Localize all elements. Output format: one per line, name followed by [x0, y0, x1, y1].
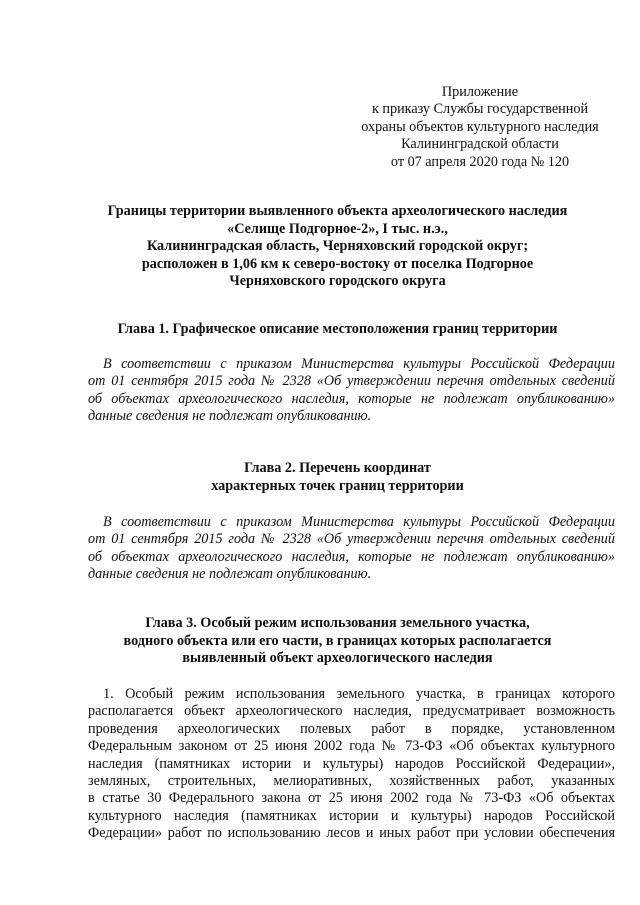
- paragraph-line: 1. Особый режим использования земельного участка, в границах которого: [103, 686, 615, 702]
- appendix-line: Калининградской области: [401, 136, 559, 153]
- paragraph-line: В соответствии с приказом Министерства культуры Российской Федерации: [103, 514, 615, 530]
- paragraph-line: культурного наследия (памятниках истории и культуры) народов Российской: [88, 807, 615, 824]
- title-line: расположен в 1,06 км к северо-востоку от поселка Подгорное: [141, 255, 534, 272]
- title-line: Черняховского городского округа: [229, 273, 446, 290]
- heading-line: водного объекта или его части, в границах которых располагается: [123, 632, 552, 649]
- chapter2-paragraph: [88, 514, 615, 584]
- paragraph-line: располагается объект археологического наследия, предусматривает возможность: [88, 703, 615, 720]
- chapter1-paragraph: [88, 356, 615, 426]
- heading-line: Глава 3. Особый режим использования земельного участка,: [145, 615, 530, 631]
- appendix-line: к приказу Службы государственной: [371, 101, 589, 118]
- paragraph-line: данные сведения не подлежат опубликованию.: [88, 566, 372, 583]
- chapter1-heading: [60, 321, 615, 339]
- chapter3-heading: [60, 615, 615, 668]
- chapter2-heading: [60, 460, 615, 495]
- appendix-line: от 07 апреля 2020 года № 120: [390, 153, 570, 170]
- paragraph-line: от 01 сентября 2015 года № 2328 «Об утверждении перечня отдельных сведений: [88, 531, 615, 548]
- paragraph-line: от 01 сентября 2015 года № 2328 «Об утверждении перечня отдельных сведений: [88, 373, 615, 390]
- title-line: «Селище Подгорное-2», I тыс. н.э.,: [227, 220, 448, 237]
- paragraph-line: Федерации» работ по использованию лесов и иных работ при условии обеспечения: [88, 825, 615, 842]
- heading-line: характерных точек границ территории: [211, 477, 464, 494]
- heading-line: Глава 2. Перечень координат: [244, 460, 431, 476]
- paragraph-line: об объектах археологического наследия, которые не подлежат опубликованию»: [88, 548, 615, 565]
- heading-line: Глава 1. Графическое описание местоположения границ территории: [117, 321, 558, 337]
- paragraph-line: об объектах археологического наследия, которые не подлежат опубликованию»: [88, 390, 615, 407]
- paragraph-line: земляных, строительных, мелиоративных, хозяйственных работ, указанных: [88, 773, 615, 790]
- document-title: [60, 203, 615, 291]
- title-line: Границы территории выявленного объекта археологического наследия: [107, 203, 568, 219]
- paragraph-line: Федеральным законом от 25 июня 2002 года № 73-ФЗ «Об объектах культурного: [88, 738, 615, 755]
- paragraph-line: проведения археологических полевых работ в порядке, установленном: [88, 720, 615, 737]
- paragraph-line: наследия (памятниках истории и культуры) народов Российской Федерации»,: [88, 755, 615, 772]
- appendix-block: [330, 84, 630, 171]
- chapter3-paragraph: [88, 686, 615, 843]
- paragraph-line: В соответствии с приказом Министерства культуры Российской Федерации: [103, 356, 615, 372]
- paragraph-line: данные сведения не подлежат опубликованию.: [88, 408, 372, 425]
- appendix-line: Приложение: [441, 84, 519, 100]
- heading-line: выявленный объект археологического наследия: [182, 650, 493, 667]
- paragraph-line: в статье 30 Федерального закона от 25 июня 2002 года № 73-ФЗ «Об объектах: [88, 790, 615, 807]
- appendix-line: охраны объектов культурного наследия: [361, 118, 599, 135]
- title-line: Калининградская область, Черняховский городской округ;: [146, 238, 529, 255]
